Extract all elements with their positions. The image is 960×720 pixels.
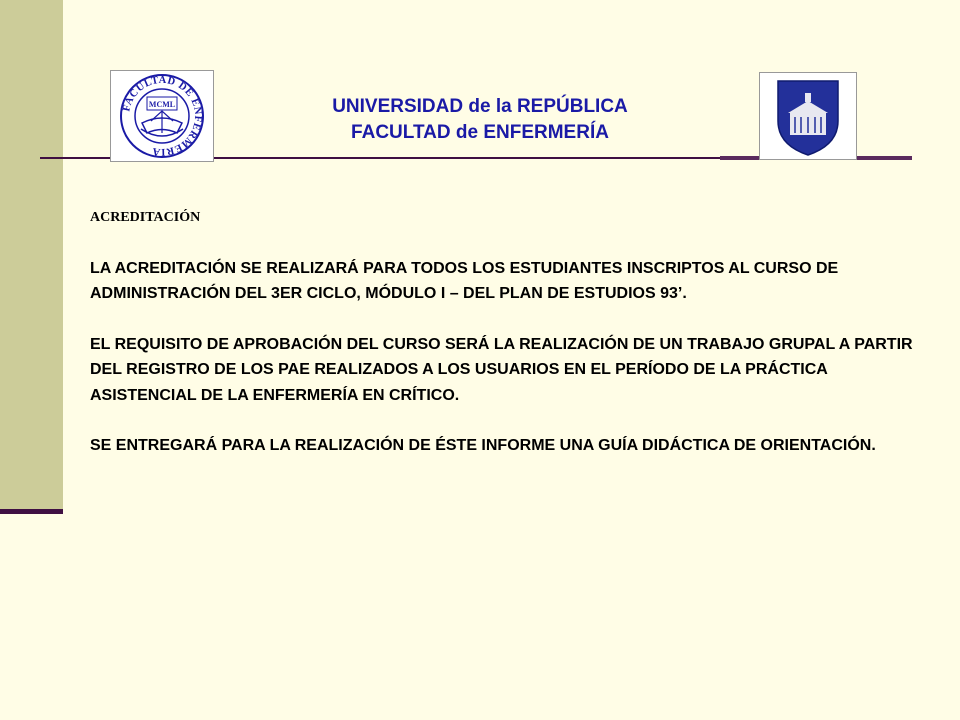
- sidebar-band: [0, 0, 63, 512]
- section-title: ACREDITACIÓN: [90, 210, 201, 225]
- sidebar-divider: [0, 509, 63, 514]
- header-title: [240, 94, 720, 146]
- faculty-name: FACULTAD de ENFERMERÍA: [351, 122, 609, 143]
- paragraph-enrollment: LA ACREDITACIÓN SE REALIZARÁ PARA TODOS LOS ESTUDIANTES INSCRIPTOS AL CURSO DE ADMINISTRACIÓN DEL 3ER CICLO, MÓDULO I – DEL PLAN DE ESTUDIOS 93’.: [90, 259, 839, 302]
- university-name: UNIVERSIDAD de la REPÚBLICA: [332, 96, 628, 117]
- university-crest-icon: [760, 73, 856, 159]
- seal-ring-text: FACULTAD DE ENFERMERIA: [121, 74, 204, 158]
- faculty-logo: [110, 70, 214, 162]
- faculty-seal-icon: [111, 71, 213, 161]
- seal-center-text: MCML: [148, 100, 176, 109]
- paragraph-guide: SE ENTREGARÁ PARA LA REALIZACIÓN DE ÉSTE INFORME UNA GUÍA DIDÁCTICA DE ORIENTACIÓN.: [90, 437, 876, 454]
- main-content: [90, 205, 930, 484]
- paragraph-requirement: EL REQUISITO DE APROBACIÓN DEL CURSO SERÁ LA REALIZACIÓN DE UN TRABAJO GRUPAL A PARTIR DEL REGISTRO DE LOS PAE REALIZADOS A LOS USUARIOS EN EL PERÍODO DE LA PRÁCTICA ASISTENCIAL DE LA ENFERMERÍA EN CRÍTICO.: [90, 335, 913, 404]
- university-logo: [759, 72, 857, 160]
